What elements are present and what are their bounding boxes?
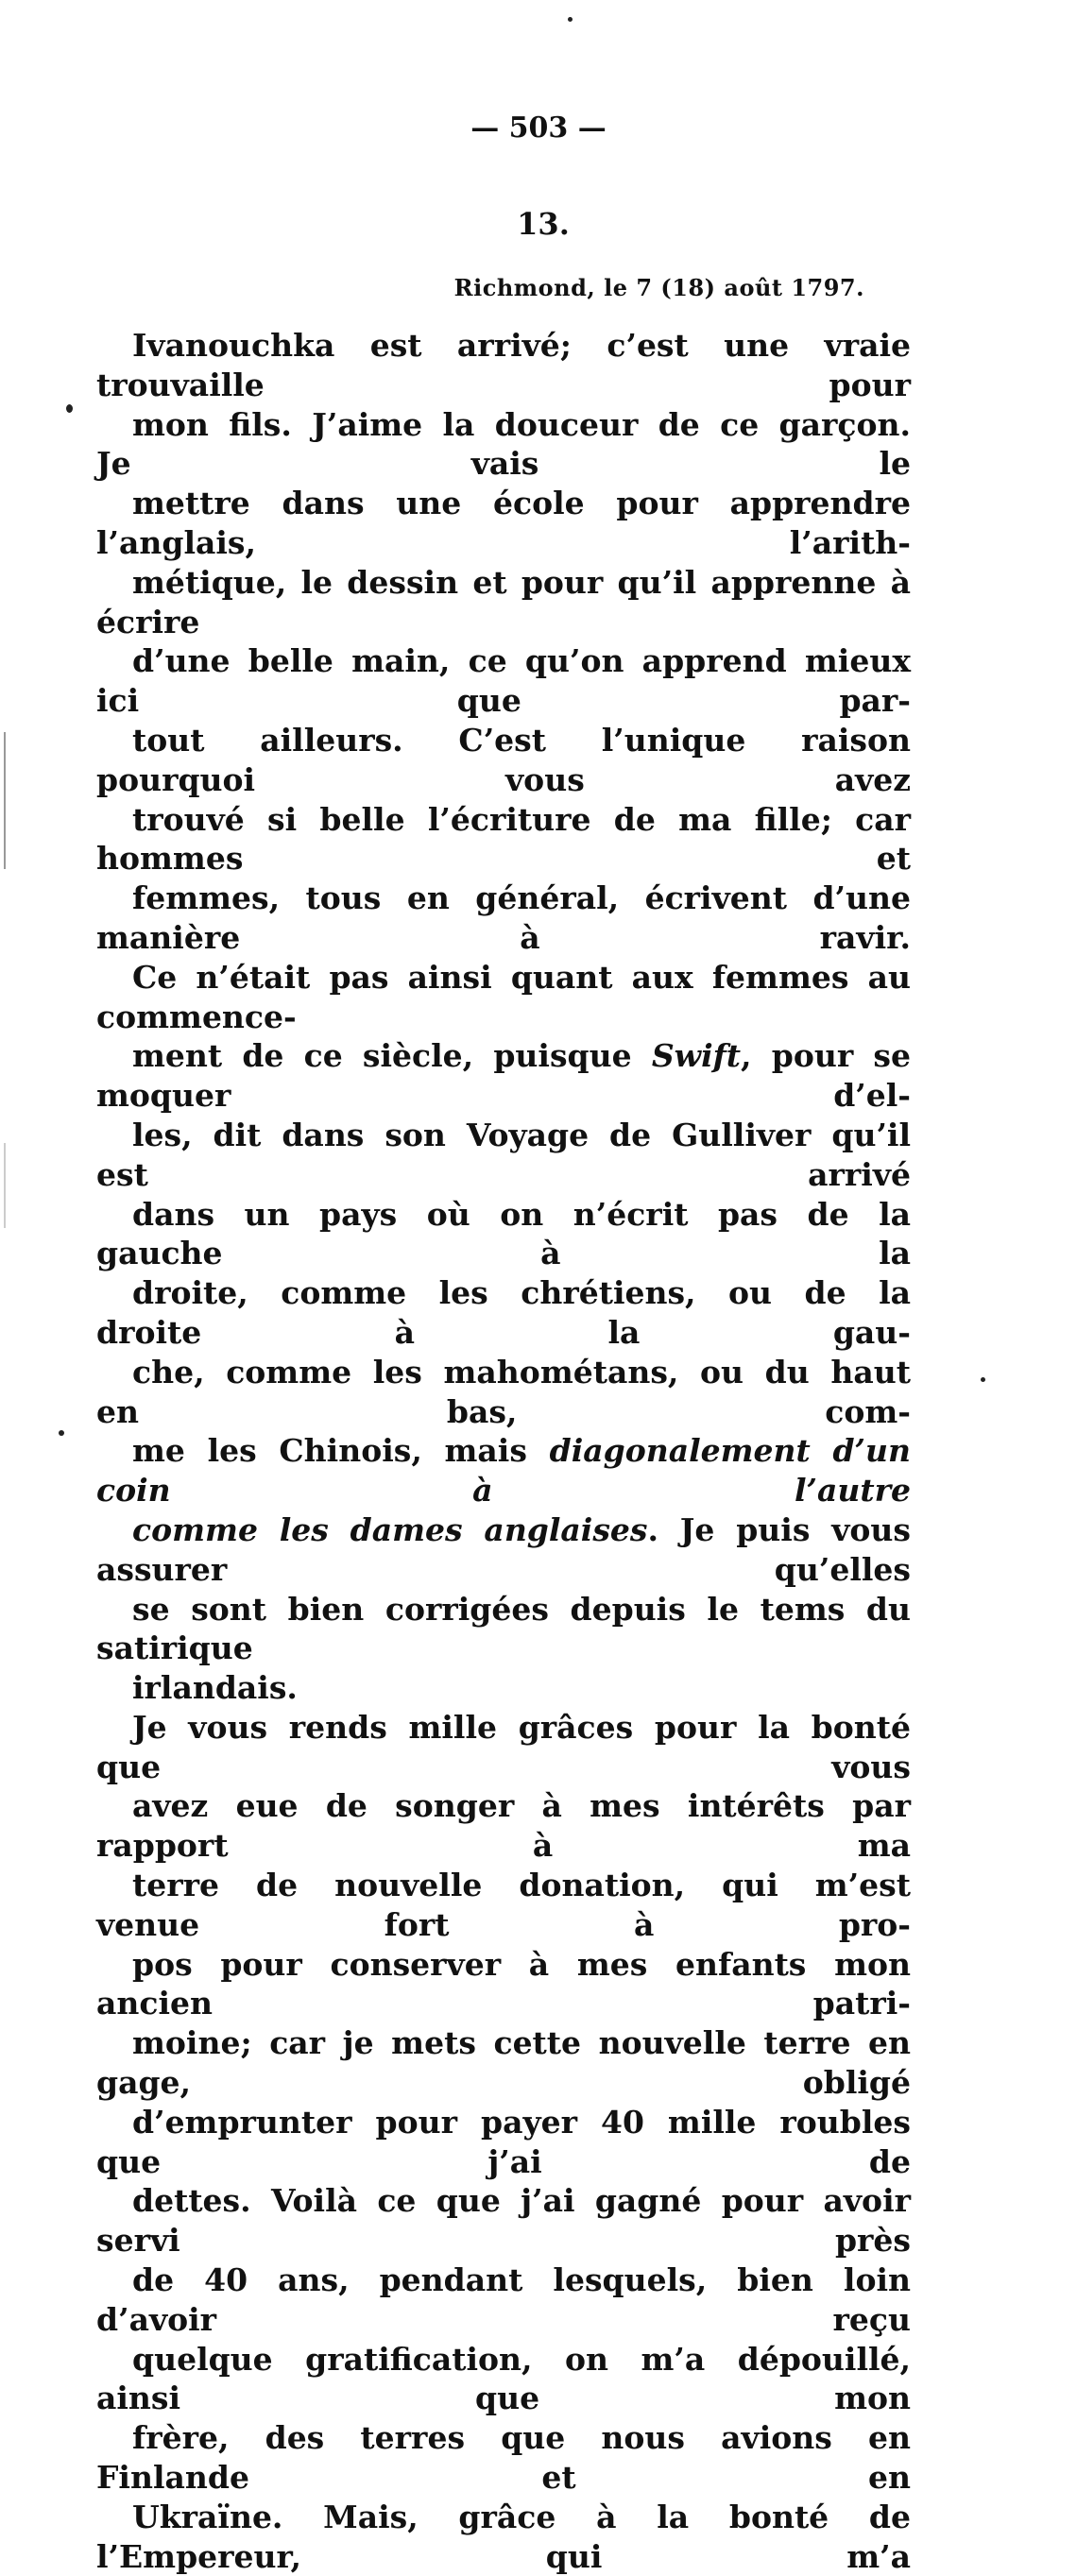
- paragraph-1: [96, 326, 911, 1708]
- page-number: — 503 —: [470, 111, 607, 145]
- text-line: terre de nouvelle donation, qui m’est venue fort à pro-: [96, 1867, 911, 1943]
- text-line: les, dit dans son Voyage de Gulliver qu’il est arrivé: [96, 1116, 911, 1193]
- text-line: femmes, tous en général, écrivent d’une manière à ravir.: [96, 879, 911, 956]
- margin-line: [4, 732, 6, 869]
- letter-number: 13.: [517, 206, 570, 242]
- text-line: comme les dames anglaises. Je puis vous assurer qu’elles: [96, 1510, 911, 1588]
- text-line: me les Chinois, mais diagonalement d’un coin à l’autre: [96, 1432, 912, 1510]
- text-line: métique, le dessin et pour qu’il apprenne à écrire: [96, 563, 911, 640]
- text-line: mettre dans une école pour apprendre l’anglais, l’arith-: [96, 485, 911, 561]
- text-line: irlandais.: [132, 1669, 298, 1707]
- text-line: d’emprunter pour payer 40 mille roubles que j’ai de: [96, 2103, 911, 2180]
- text-line: ment de ce siècle, puisque Swift, pour se moquer d’el-: [96, 1037, 911, 1115]
- text-line: frère, des terres que nous avions en Finlande et en: [96, 2419, 911, 2497]
- text-line: avez eue de songer à mes intérêts par rapport à ma: [96, 1787, 911, 1865]
- text-line: dettes. Voilà ce que j’ai gagné pour avoir servi près: [96, 2182, 911, 2260]
- dateline: Richmond, le 7 (18) août 1797.: [453, 274, 864, 301]
- text-line: se sont bien corrigées depuis le tems du satirique: [96, 1590, 911, 1667]
- text-line: pos pour conserver à mes enfants mon ancien patri-: [96, 1945, 911, 2022]
- text-line: che, comme les mahométans, ou du haut en bas, com-: [96, 1353, 911, 1430]
- text-line: Ivanouchka est arrivé; c’est une vraie trouvaille pour: [96, 327, 911, 403]
- text-line: dans un pays où on n’écrit pas de la gauche à la: [96, 1195, 911, 1272]
- text-line: de 40 ans, pendant lesquels, bien loin d’avoir reçu: [96, 2261, 911, 2338]
- text-line: d’une belle main, ce qu’on apprend mieux ici que par-: [96, 642, 911, 720]
- scan-speck: [59, 1430, 64, 1436]
- margin-line: [4, 1143, 6, 1228]
- text-line: mon fils. J’aime la douceur de ce garçon. Je vais le: [96, 405, 911, 483]
- letter-body: [96, 326, 911, 2576]
- text-line: trouvé si belle l’écriture de ma fille; car hommes et: [96, 800, 911, 878]
- scan-speck: [568, 17, 573, 22]
- text-line: moine; car je mets cette nouvelle terre en gage, obligé: [96, 2024, 911, 2102]
- paragraph-2: [96, 1708, 911, 2576]
- text-line: quelque gratification, on m’a dépouillé, ainsi que mon: [96, 2340, 911, 2417]
- text-line: Ukraïne. Mais, grâce à la bonté de l’Empereur, qui m’a: [96, 2498, 911, 2575]
- text-line: Ce n’était pas ainsi quant aux femmes au commence-: [96, 958, 911, 1035]
- text-line: droite, comme les chrétiens, ou de la droite à la gau-: [96, 1274, 911, 1351]
- text-line: tout ailleurs. C’est l’unique raison pourquoi vous avez: [96, 721, 911, 798]
- scan-speck: [66, 404, 73, 413]
- scan-speck: [981, 1377, 985, 1382]
- text-line: Je vous rends mille grâces pour la bonté que vous: [96, 1708, 911, 1785]
